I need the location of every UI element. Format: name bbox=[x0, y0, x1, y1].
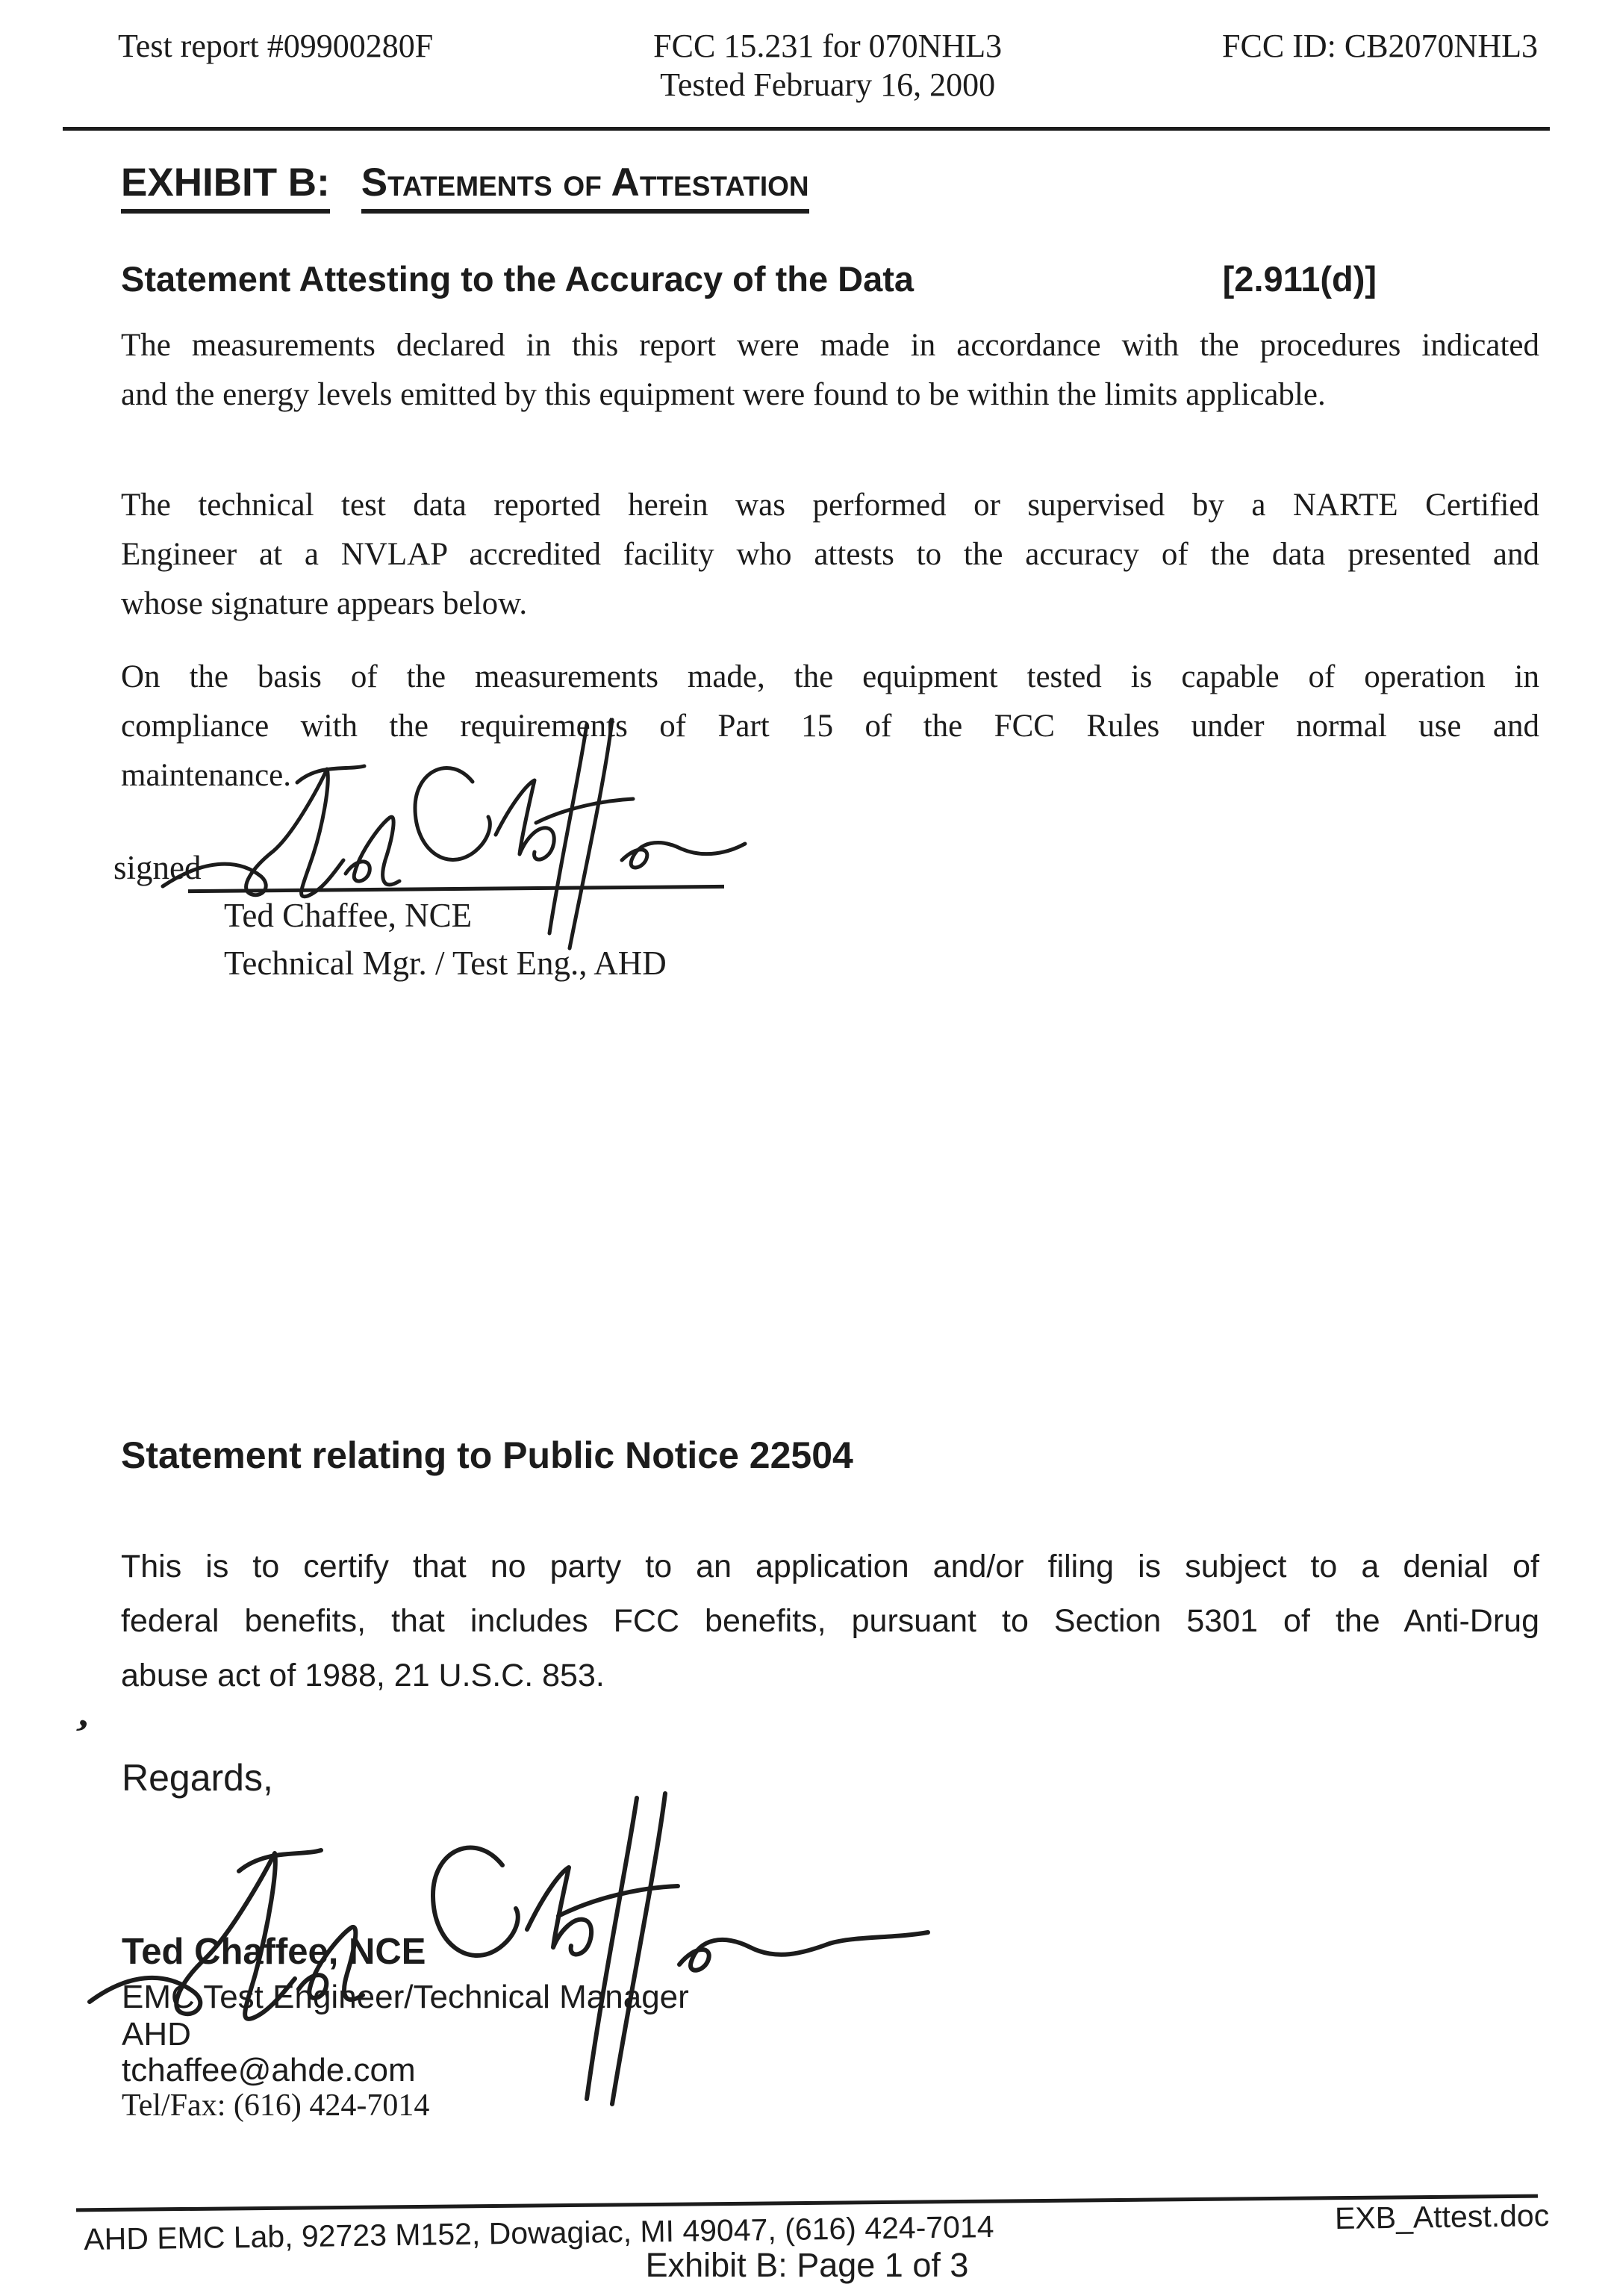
paragraph-line: federal benefits, that includes FCC benefits, pursuant to Section 5301 of the Anti-Drug bbox=[121, 1603, 1539, 1639]
public-notice-heading: Statement relating to Public Notice 22504 bbox=[121, 1434, 853, 1476]
paragraph-line: compliance with the requirements of Part 15 of the FCC Rules under normal use and bbox=[121, 709, 1539, 744]
header-report-number: Test report #09900280F bbox=[118, 28, 434, 64]
stray-pen-mark: ’ bbox=[66, 1709, 93, 1757]
paragraph-line: and the energy levels emitted by this equipment were found to be within the limits applicable. bbox=[121, 377, 1326, 412]
closing-salutation: Regards, bbox=[122, 1757, 273, 1799]
email-address: tchaffee@ahde.com bbox=[122, 2052, 416, 2088]
footer-lab-address: AHD EMC Lab, 92723 M152, Dowagiac, MI 49047, (616) 424-7014 bbox=[84, 2209, 994, 2256]
exhibit-heading bbox=[121, 160, 809, 214]
header-divider-rule bbox=[63, 127, 1550, 131]
paragraph-line: whose signature appears below. bbox=[121, 586, 528, 621]
exhibit-heading-prefix: EXHIBIT B: bbox=[121, 160, 330, 214]
attestation-signatory-name: Ted Chaffee, NCE bbox=[224, 897, 473, 934]
public-notice-paragraph bbox=[121, 1540, 1539, 1703]
signed-label: signed bbox=[113, 849, 202, 886]
attestation-paragraph-1 bbox=[121, 321, 1539, 420]
paragraph-line: abuse act of 1988, 21 U.S.C. 853. bbox=[121, 1658, 605, 1693]
paragraph-line: Engineer at a NVLAP accredited facility who attests to the accuracy of the data presented and bbox=[121, 537, 1539, 572]
paragraph-line: maintenance. bbox=[121, 758, 292, 793]
paragraph-line: The measurements declared in this report were made in accordance with the procedures indicated bbox=[121, 328, 1539, 363]
tel-fax-number: Tel/Fax: (616) 424-7014 bbox=[122, 2088, 430, 2123]
paragraph-line: The technical test data reported herein was performed or supervised by a NARTE Certified bbox=[121, 488, 1539, 523]
header-test-info bbox=[653, 27, 1002, 105]
notice-signatory-title: EMC Test Engineer/Technical Manager bbox=[122, 1979, 689, 2015]
attestation-paragraph-2 bbox=[121, 481, 1539, 629]
footer-divider-rule bbox=[76, 2194, 1538, 2212]
header-fcc-id: FCC ID: CB2070NHL3 bbox=[1222, 28, 1538, 64]
page-header bbox=[118, 27, 1538, 105]
footer-doc-filename: EXB_Attest.doc bbox=[1334, 2197, 1550, 2236]
paragraph-line: This is to certify that no party to an application and/or filing is subject to a denial of bbox=[121, 1549, 1539, 1584]
attestation-heading: Statement Attesting to the Accuracy of the Data bbox=[121, 259, 915, 299]
exhibit-heading-title: Statements of Attestation bbox=[361, 160, 809, 214]
company-name: AHD bbox=[122, 2016, 191, 2053]
attestation-citation: [2.911(d)] bbox=[1222, 259, 1377, 299]
attestation-heading-row bbox=[121, 258, 1377, 299]
header-test-date: Tested February 16, 2000 bbox=[660, 66, 996, 103]
header-fcc-rule: FCC 15.231 for 070NHL3 bbox=[653, 28, 1003, 64]
footer-page-number: Exhibit B: Page 1 of 3 bbox=[645, 2246, 969, 2284]
paragraph-line: On the basis of the measurements made, the equipment tested is capable of operation in bbox=[121, 659, 1539, 694]
notice-signatory-name: Ted Chaffee, NCE bbox=[122, 1932, 426, 1972]
attestation-signatory-title: Technical Mgr. / Test Eng., AHD bbox=[224, 945, 667, 982]
